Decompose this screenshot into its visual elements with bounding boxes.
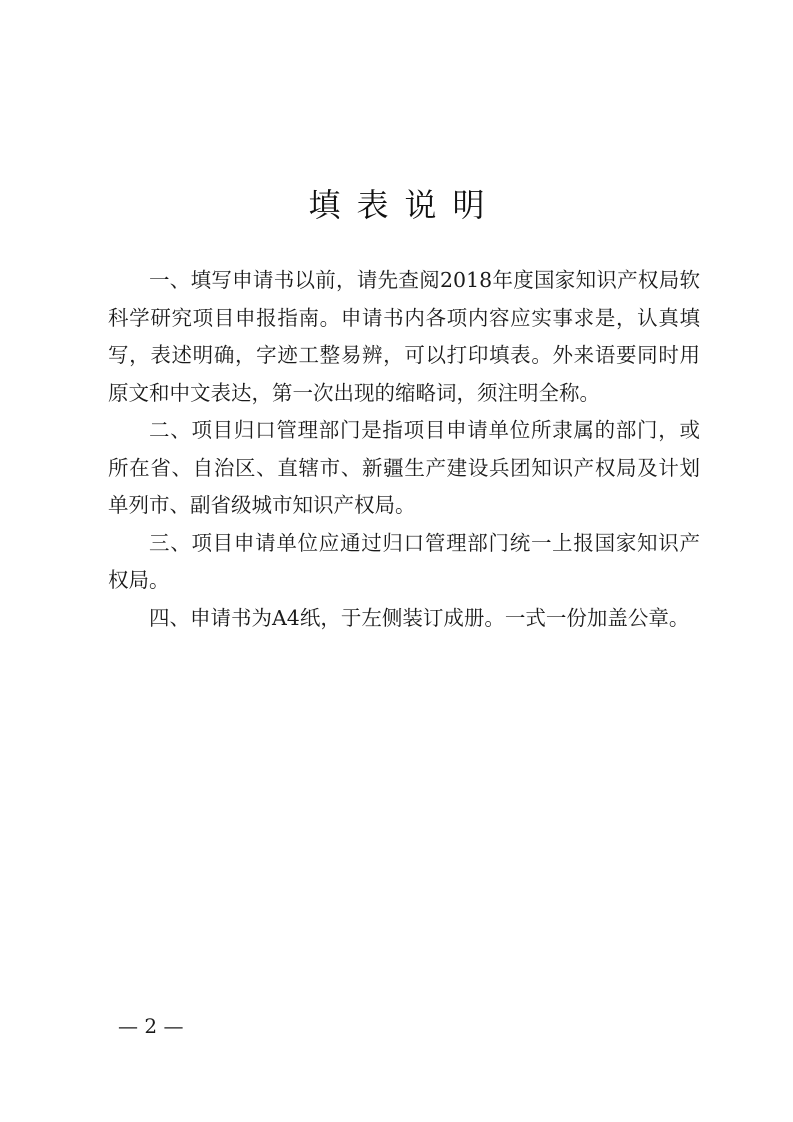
instruction-paragraph-1: 一、填写申请书以前，请先查阅2018年度国家知识产权局软科学研究项目申报指南。申请书内各项内容应实事求是，认真填写，表述明确，字迹工整易辨，可以打印填表。外来语要同时用原文和中文表达，第一次出现的缩略词，须注明全称。 <box>108 268 700 405</box>
instruction-paragraph-4: 四、申请书为A4纸，于左侧装订成册。一式一份加盖公章。 <box>149 605 690 630</box>
instruction-paragraph-2: 二、项目归口管理部门是指项目申请单位所隶属的部门，或所在省、自治区、直辖市、新疆生产建设兵团知识产权局及计划单列市、副省级城市知识产权局。 <box>108 418 700 517</box>
instructions-body <box>108 262 700 637</box>
instruction-paragraph-3: 三、项目申请单位应通过归口管理部门统一上报国家知识产权局。 <box>108 530 700 592</box>
page-number: — 2 — <box>118 1014 184 1038</box>
page-title: 填表说明 <box>308 186 501 224</box>
